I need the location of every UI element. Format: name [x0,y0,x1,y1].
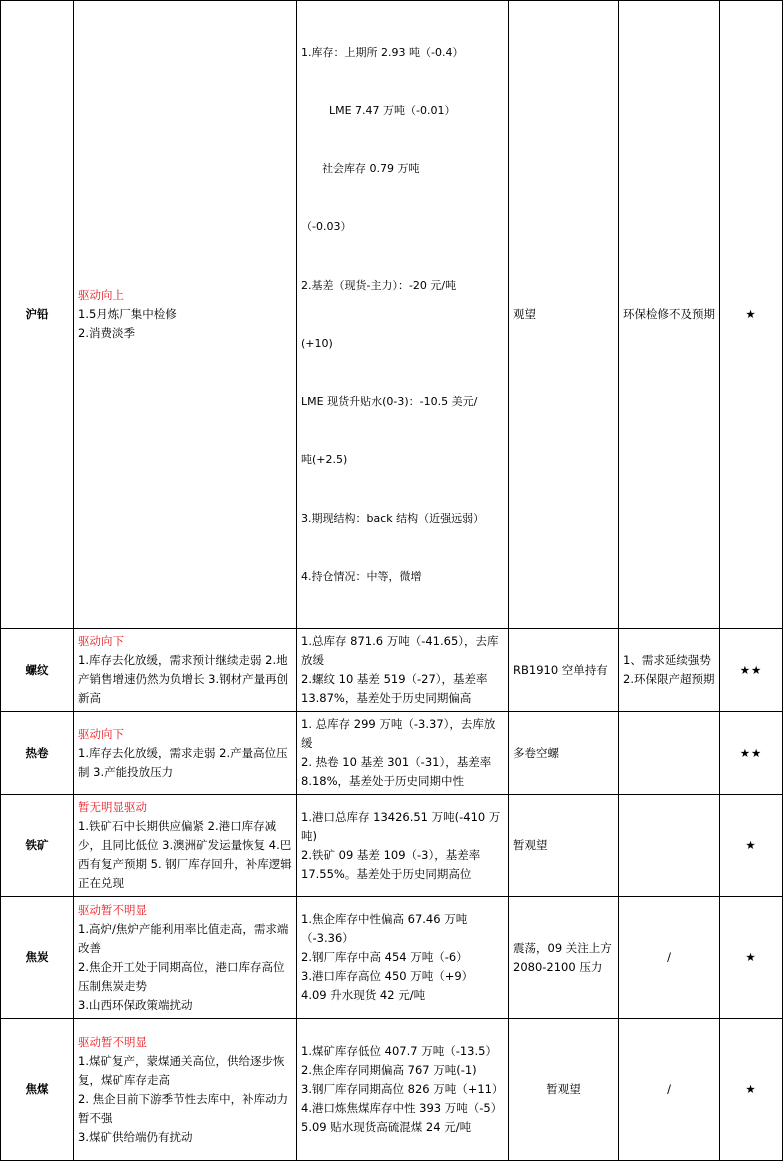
fundamentals-cell [297,897,509,1019]
rating-stars: ★ [720,897,783,1019]
fundamental-item: 2. 热卷 10 基差 301（-31），基差率 8.18%，基差处于历史同期中性 [301,755,492,788]
fundamental-item: 3.期现结构：back 结构（近强远弱） [301,511,485,525]
commodity-name: 沪铅 [1,1,74,629]
rating-stars: ★ [720,1019,783,1161]
commodity-name: 焦煤 [1,1019,74,1161]
driver-item: 1.5月炼厂集中检修 [78,307,177,321]
fundamental-item: 吨(+2.5) [301,453,348,467]
driver-item: 1.库存去化放缓，需求预计继续走弱 2.地产销售增速仍然为负增长 3.钢材产量再创新高 [78,653,289,705]
driver-cell [74,712,297,795]
strategy-cell: 暂观望 [509,1019,619,1161]
fundamentals-cell [297,795,509,897]
table-row [1,712,783,795]
driver-item: 2.焦企开工处于同期高位，港口库存高位压制焦炭走势 [78,959,285,993]
driver-title: 驱动暂不明显 [78,902,147,917]
risk-cell: 1、需求延续强势 2.环保限产超预期 [619,629,720,712]
driver-item: 3.山西环保政策端扰动 [78,997,193,1012]
driver-title: 驱动向上 [78,288,124,302]
fundamental-item: 2.基差（现货-主力）：-20 元/吨 [301,278,457,292]
driver-title: 驱动向下 [78,726,124,741]
fundamental-item: 1.港口总库存 13426.51 万吨(-410 万吨) [301,809,501,843]
table-row [1,1,783,629]
driver-cell [74,1019,297,1161]
fundamentals-cell [297,712,509,795]
fundamentals-cell [297,1,509,629]
driver-title: 驱动暂不明显 [78,1034,147,1049]
fundamental-item: 2.铁矿 09 基差 109（-3），基差率 17.55%。基差处于历史同期高位 [301,847,481,881]
driver-item: 2. 焦企目前下游季节性去库中，补库动力暂不强 [78,1091,289,1125]
fundamental-item: 1.焦企库存中性偏高 67.46 万吨（-3.36） [301,912,468,945]
rating-stars: ★ [720,795,783,897]
commodity-name: 铁矿 [1,795,74,897]
fundamental-item: 2.钢厂库存中高 454 万吨（-6） [301,950,468,964]
commodity-name: 螺纹 [1,629,74,712]
fundamental-item: (+10) [301,336,333,350]
fundamental-item: 2.螺纹 10 基差 519（-27），基差率 13.87%，基差处于历史同期偏高 [301,672,488,705]
commodity-name: 焦炭 [1,897,74,1019]
fundamental-item: （-0.03） [301,220,352,234]
risk-cell: / [619,1019,720,1161]
risk-cell: 环保检修不及预期 [619,1,720,629]
rating-stars: ★ [720,1,783,629]
strategy-cell: 多卷空螺 [509,712,619,795]
table-row [1,795,783,897]
rating-stars: ★★ [720,712,783,795]
risk-cell [619,712,720,795]
fundamental-item: 3.港口库存高位 450 万吨（+9） [301,969,474,983]
table-row [1,1019,783,1161]
strategy-cell: 观望 [509,1,619,629]
fundamental-item: 3.钢厂库存同期高位 826 万吨（+11） 4.港口炼焦煤库存中性 393 万吨（-5） [301,1082,504,1115]
table-row [1,629,783,712]
driver-title: 暂无明显驱动 [78,800,147,814]
table-row [1,897,783,1019]
fundamental-item: 4.09 升水现货 42 元/吨 [301,988,426,1002]
fundamentals-cell [297,629,509,712]
strategy-cell: 暂观望 [509,795,619,897]
driver-title: 驱动向下 [78,634,124,648]
risk-cell: / [619,897,720,1019]
fundamental-item: LME 7.47 万吨（-0.01） [301,104,456,118]
fundamental-item: 1.库存：上期所 2.93 吨（-0.4） [301,45,464,59]
driver-item: 2.消费淡季 [78,326,135,340]
driver-item: 3.煤矿供给端仍有扰动 [78,1129,193,1144]
fundamental-item: LME 现货升贴水(0-3)：-10.5 美元/ [301,395,478,409]
driver-cell [74,1,297,629]
commodity-name: 热卷 [1,712,74,795]
driver-item: 1.铁矿石中长期供应偏紧 2.港口库存减少，且同比低位 3.澳洲矿发运量恢复 4.巴西有复产预期 5. 钢厂库存回升，补库逻辑正在兑现 [78,819,292,890]
strategy-cell: 震荡，09 关注上方 2080-2100 压力 [509,897,619,1019]
fundamental-item: 1.煤矿库存低位 407.7 万吨（-13.5） [301,1044,497,1058]
fundamental-item: 1.总库存 871.6 万吨（-41.65），去库放缓 [301,634,499,667]
fundamental-item: 社会库存 0.79 万吨 [301,162,420,176]
fundamental-item: 4.持仓情况：中等，微增 [301,569,422,583]
fundamental-item: 5.09 贴水现货高硫混煤 24 元/吨 [301,1120,472,1134]
fundamental-item: 1. 总库存 299 万吨（-3.37），去库放缓 [301,717,496,750]
strategy-cell: RB1910 空单持有 [509,629,619,712]
rating-stars: ★★ [720,629,783,712]
risk-cell [619,795,720,897]
driver-item: 1.煤矿复产，蒙煤通关高位，供给逐步恢复，煤矿库存走高 [78,1053,285,1087]
driver-cell [74,897,297,1019]
fundamentals-cell [297,1019,509,1161]
driver-item: 1.高炉/焦炉产能利用率比值走高，需求端改善 [78,921,289,955]
driver-item: 1.库存去化放缓，需求走弱 2.产量高位压制 3.产能投放压力 [78,745,288,779]
driver-cell [74,629,297,712]
fundamental-item: 2.焦企库存同期偏高 767 万吨(-1) [301,1063,477,1077]
driver-cell [74,795,297,897]
